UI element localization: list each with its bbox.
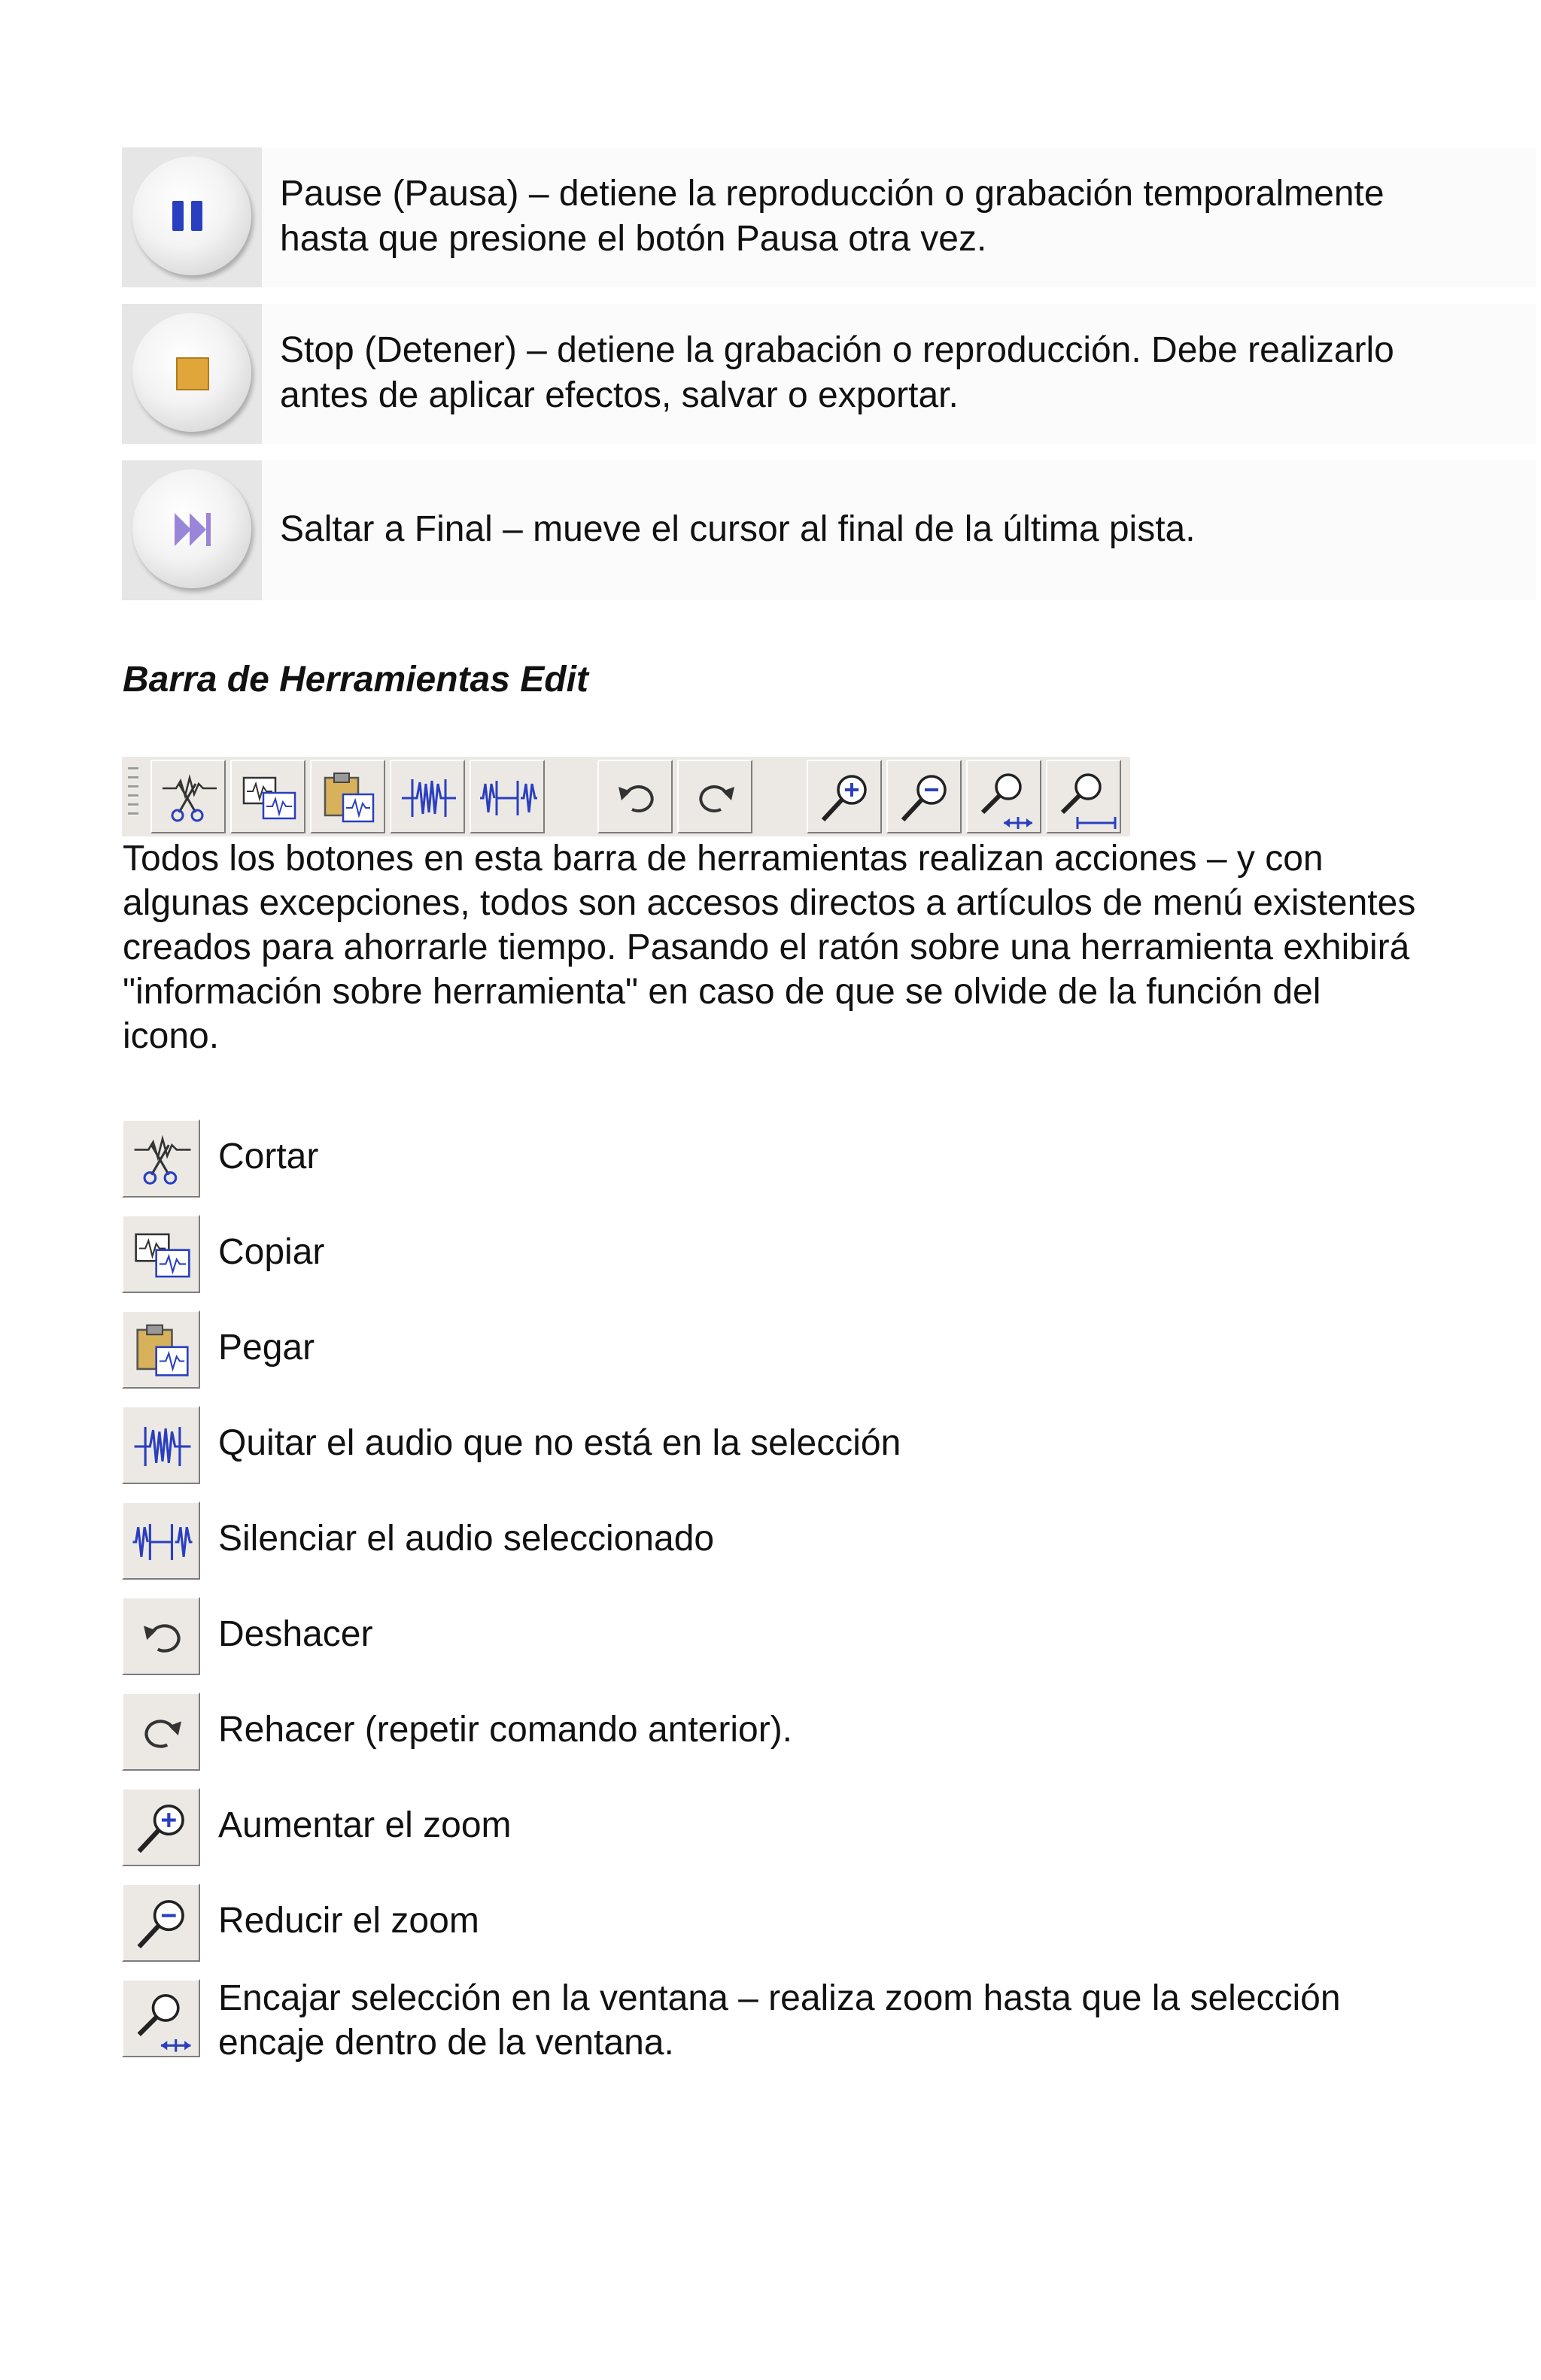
list-item: [122, 1406, 1416, 1484]
list-item: [122, 1310, 1416, 1389]
list-item: [122, 1501, 1416, 1580]
toolbar-undo-button[interactable]: [597, 760, 673, 833]
toolbar-description: Todos los botones en esta barra de herramientas realizan acciones – y con algunas excepciones, todos son accesos directos a artículos de menú existentes creados para ahorrarle tiempo. Pasando el ratón sobre una herramienta exhibirá "información sobre herramienta" en caso de que se olvide de la función del icono.: [123, 839, 1416, 1056]
item-label: Aumentar el zoom: [218, 1805, 512, 1845]
fit-selection-button[interactable]: [122, 1979, 200, 2057]
toolbar-silence-button[interactable]: [470, 760, 545, 833]
item-label: Quitar el audio que no está en la selección: [218, 1423, 901, 1463]
zoom-in-icon: [123, 1790, 202, 1868]
stop-description: Stop (Detener) – detiene la grabación o reproducción. Debe realizarlo antes de aplicar efectos, salvar o exportar.: [280, 330, 1394, 415]
toolbar-grip[interactable]: [128, 767, 138, 827]
list-item: [122, 1788, 1416, 1866]
item-label: Pegar: [218, 1328, 315, 1368]
toolbar-redo-button[interactable]: [677, 760, 752, 833]
pause-row: [122, 147, 1536, 287]
list-item: [122, 1119, 1416, 1198]
item-label: Encajar selección en la ventana – realiza zoom hasta que la selección encaje dentro de la ventana.: [218, 1978, 1341, 2063]
zoom-in-button[interactable]: [122, 1788, 200, 1866]
toolbar-zoom-out-button[interactable]: [886, 760, 962, 833]
list-item: [122, 1215, 1416, 1293]
zoom-in-icon: [808, 761, 883, 835]
copy-icon: [232, 761, 307, 835]
copy-icon: [123, 1216, 202, 1295]
fit-project-icon: [1047, 761, 1123, 835]
redo-icon: [123, 1694, 202, 1772]
cut-icon: [152, 761, 227, 835]
pause-icon: [122, 147, 262, 287]
paste-button[interactable]: [122, 1310, 200, 1389]
zoom-out-button[interactable]: [122, 1884, 200, 1962]
zoom-out-icon: [123, 1885, 202, 1963]
skip-to-end-icon: [122, 460, 262, 600]
toolbar-cut-button[interactable]: [150, 760, 226, 833]
item-label: Reducir el zoom: [218, 1901, 479, 1941]
paste-icon: [123, 1312, 202, 1390]
trim-icon: [391, 761, 467, 835]
silence-icon: [123, 1503, 202, 1581]
silence-button[interactable]: [122, 1501, 200, 1580]
stop-row: [122, 304, 1536, 444]
toolbar-trim-button[interactable]: [390, 760, 465, 833]
trim-button[interactable]: [122, 1406, 200, 1484]
item-label: Copiar: [218, 1232, 325, 1272]
list-item: [122, 1692, 1416, 1771]
copy-button[interactable]: [122, 1215, 200, 1293]
undo-button[interactable]: [122, 1597, 200, 1675]
toolbar-copy-button[interactable]: [230, 760, 305, 833]
item-label: Deshacer: [218, 1614, 373, 1654]
fit-selection-icon: [968, 761, 1043, 835]
cut-button[interactable]: [122, 1119, 200, 1198]
pause-button[interactable]: [122, 147, 262, 287]
paste-icon: [312, 761, 387, 835]
redo-button[interactable]: [122, 1692, 200, 1771]
skip-to-end-description: Saltar a Final – mueve el cursor al final de la última pista.: [280, 509, 1196, 549]
skip-to-end-button[interactable]: [122, 460, 262, 600]
item-label: Rehacer (repetir comando anterior).: [218, 1710, 793, 1750]
list-item: [122, 1884, 1416, 1962]
toolbar-paste-button[interactable]: [310, 760, 385, 833]
trim-icon: [123, 1407, 202, 1486]
item-label: Cortar: [218, 1137, 319, 1176]
toolbar-fit-selection-button[interactable]: [966, 760, 1041, 833]
section-heading: Barra de Herramientas Edit: [123, 660, 588, 700]
stop-button[interactable]: [122, 304, 262, 444]
toolbar-fit-project-button[interactable]: [1046, 760, 1121, 833]
undo-icon: [123, 1598, 202, 1677]
zoom-out-icon: [888, 761, 963, 835]
item-label: Silenciar el audio seleccionado: [218, 1519, 715, 1559]
list-item: [122, 1979, 1416, 2062]
stop-icon: [122, 304, 262, 444]
silence-icon: [471, 761, 546, 835]
undo-icon: [599, 761, 674, 835]
skip-to-end-row: [122, 460, 1536, 600]
edit-toolbar: [122, 757, 1130, 836]
list-item: [122, 1597, 1416, 1675]
redo-icon: [679, 761, 754, 835]
toolbar-zoom-in-button[interactable]: [807, 760, 882, 833]
pause-description: Pause (Pausa) – detiene la reproducción o grabación temporalmente hasta que presione el botón Pausa otra vez.: [280, 174, 1384, 259]
fit-selection-icon: [123, 1981, 202, 2059]
cut-icon: [123, 1121, 202, 1199]
